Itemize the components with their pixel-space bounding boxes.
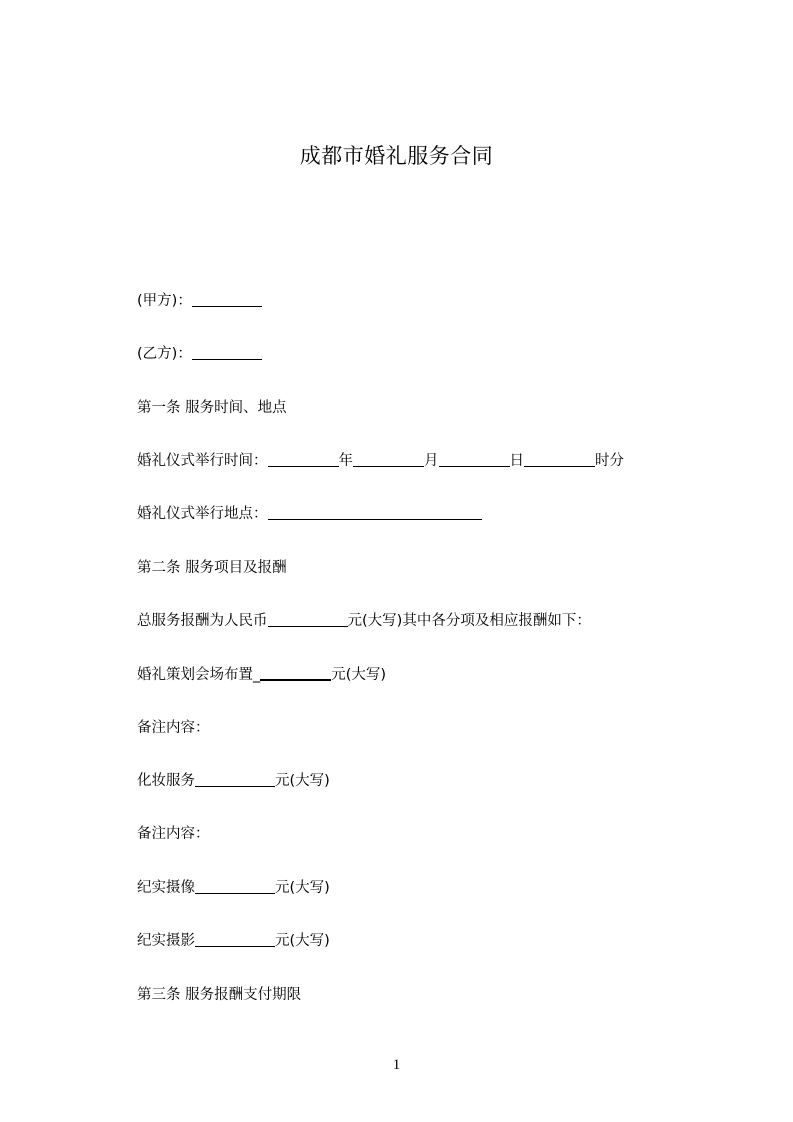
- total-fee-prefix: 总服务报酬为人民币: [137, 613, 268, 629]
- makeup-fee-line: [137, 771, 330, 791]
- total-fee-suffix: 元(大写)其中各分项及相应报酬如下：: [347, 613, 591, 629]
- article-2-heading: 第二条 服务项目及报酬: [137, 560, 287, 576]
- party-a-line: [137, 291, 262, 311]
- party-b-blank[interactable]: [192, 344, 262, 360]
- video-fee-line: [137, 878, 330, 898]
- video-fee-label: 纪实摄像: [137, 880, 195, 896]
- ceremony-time-line: [137, 451, 624, 471]
- planning-fee-label: 婚礼策划会场布置_: [137, 667, 261, 683]
- place-blank[interactable]: [268, 504, 482, 520]
- month-label: 月: [424, 453, 439, 469]
- video-fee-suffix: 元(大写): [275, 880, 330, 896]
- photo-fee-blank[interactable]: [195, 931, 275, 947]
- year-blank[interactable]: [268, 451, 339, 467]
- party-a-label: (甲方)：: [137, 293, 192, 309]
- party-b-label: (乙方)：: [137, 346, 192, 362]
- ceremony-place-line: [137, 504, 482, 524]
- remark-line-2: 备注内容：: [137, 826, 210, 842]
- article-1-heading: 第一条 服务时间、地点: [137, 400, 287, 416]
- ceremony-time-label: 婚礼仪式举行时间：: [137, 453, 268, 469]
- video-fee-blank[interactable]: [195, 878, 275, 894]
- party-a-blank[interactable]: [192, 291, 262, 307]
- makeup-fee-blank[interactable]: [195, 771, 275, 787]
- contract-title: 成都市婚礼服务合同: [299, 144, 494, 168]
- photo-fee-label: 纪实摄影: [137, 933, 195, 949]
- makeup-fee-suffix: 元(大写): [275, 773, 330, 789]
- total-fee-blank[interactable]: [268, 611, 348, 627]
- day-label: 日: [509, 453, 524, 469]
- day-blank[interactable]: [439, 451, 510, 467]
- planning-fee-line: [137, 664, 386, 685]
- planning-fee-suffix: 元(大写): [331, 667, 387, 683]
- month-blank[interactable]: [353, 451, 424, 467]
- photo-fee-suffix: 元(大写): [275, 933, 330, 949]
- party-b-line: [137, 344, 262, 364]
- planning-fee-blank[interactable]: [260, 664, 331, 681]
- ceremony-place-label: 婚礼仪式举行地点：: [137, 506, 268, 522]
- hour-blank[interactable]: [524, 451, 595, 467]
- year-label: 年: [338, 453, 353, 469]
- article-3-heading: 第三条 服务报酬支付期限: [137, 987, 302, 1003]
- page-number: 1: [392, 1057, 401, 1073]
- time-label: 时分: [595, 453, 624, 469]
- makeup-fee-label: 化妆服务: [137, 773, 195, 789]
- remark-line-1: 备注内容：: [137, 720, 210, 736]
- photo-fee-line: [137, 931, 330, 951]
- total-fee-line: [137, 611, 591, 631]
